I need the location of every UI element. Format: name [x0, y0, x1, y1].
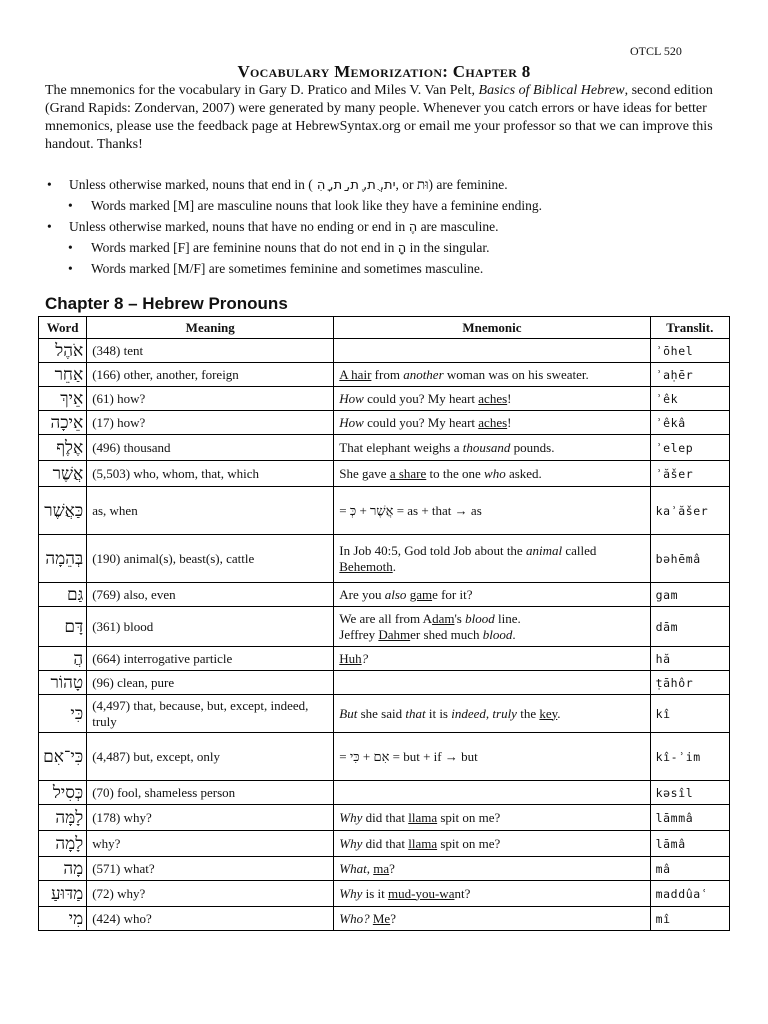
- mnemonic-segment: But: [339, 705, 358, 721]
- mnemonic-segment: e for it?: [432, 586, 473, 602]
- hebrew-word: לָמָּה: [39, 805, 87, 831]
- bullet-item: [45, 258, 735, 279]
- mnemonic-segment: ma: [373, 860, 390, 876]
- transliteration-cell: mî: [650, 907, 729, 931]
- mnemonic-segment: thousand: [462, 439, 511, 455]
- mnemonic-segment: blood: [465, 610, 495, 626]
- intro-paragraph: [45, 82, 727, 154]
- bullet-text: Words marked [M/F] are sometimes feminine and sometimes masculine.: [91, 261, 484, 276]
- bullet-dot: •: [68, 198, 73, 213]
- transliteration-cell: dām: [650, 607, 729, 647]
- mnemonic-segment: mud-you-wa: [388, 885, 455, 901]
- mnemonic-segment: Are you: [339, 586, 385, 602]
- table-header-row: [39, 317, 730, 339]
- bullet-hebrew: ֶה: [408, 220, 418, 235]
- meaning-cell: (5,503) who, whom, that, which: [87, 461, 334, 487]
- transliteration-cell: ʾăšer: [650, 461, 729, 487]
- meaning-cell: as, when: [87, 487, 334, 535]
- meaning-cell: why?: [87, 831, 334, 857]
- mnemonic-cell: [334, 831, 650, 857]
- transliteration-cell: ʾaḥēr: [650, 363, 729, 387]
- mnemonic-segment: That elephant weighs a: [339, 439, 463, 455]
- mnemonic-segment: In Job 40:5, God told Job about the: [339, 542, 526, 558]
- transliteration-cell: mâ: [650, 857, 729, 881]
- table-row: [39, 607, 730, 647]
- mnemonic-cell: [334, 387, 650, 411]
- meaning-cell: (571) what?: [87, 857, 334, 881]
- mnemonic-segment: er shed much: [410, 626, 483, 642]
- hebrew-word: אֵיכָה: [39, 411, 87, 435]
- mnemonic-segment: 's: [454, 610, 466, 626]
- meaning-cell: (178) why?: [87, 805, 334, 831]
- mnemonic-cell: [334, 461, 650, 487]
- intro-book-title: Basics of Biblical Hebrew: [478, 83, 625, 98]
- mnemonic-cell: [334, 671, 650, 695]
- page-title: Vocabulary Memorization: Chapter 8: [237, 62, 531, 81]
- hebrew-word: כַּאֲשֶׁר: [39, 487, 87, 535]
- mnemonic-segment: blood: [482, 626, 513, 642]
- mnemonic-cell: [334, 487, 650, 535]
- mnemonic-segment: pounds.: [510, 439, 555, 455]
- bullet-dot: •: [47, 177, 52, 192]
- mnemonic-segment: ,: [366, 860, 374, 876]
- meaning-cell: (4,497) that, because, but, except, indeed, truly: [87, 695, 334, 733]
- hebrew-word: מִי: [39, 907, 87, 931]
- mnemonic-segment: the: [516, 705, 540, 721]
- mnemonic-segment: ?: [361, 650, 369, 666]
- gender-rules-list: [45, 174, 735, 279]
- table-row: [39, 805, 730, 831]
- mnemonic-segment: Why: [339, 809, 363, 825]
- mnemonic-segment: could you? My heart: [363, 390, 479, 406]
- hebrew-word: דָּם: [39, 607, 87, 647]
- mnemonic-segment: She gave: [339, 465, 390, 481]
- bullet-text: Unless otherwise marked, nouns that end in (: [69, 177, 313, 192]
- mnemonic-segment: llama: [408, 809, 438, 825]
- transliteration-cell: maddûaʿ: [650, 881, 729, 907]
- mnemonic-segment: Behemoth: [339, 558, 393, 574]
- transliteration-cell: lāmâ: [650, 831, 729, 857]
- bullet-dot: •: [68, 240, 73, 255]
- mnemonic-cell: [334, 435, 650, 461]
- table-row: [39, 733, 730, 781]
- table-row: [39, 461, 730, 487]
- mnemonic-segment: key: [539, 705, 558, 721]
- table-row: [39, 411, 730, 435]
- hebrew-word: הֲ: [39, 647, 87, 671]
- transliteration-cell: ṭāhôr: [650, 671, 729, 695]
- column-header-meaning: Meaning: [87, 317, 334, 339]
- hebrew-word: אֵיךְ: [39, 387, 87, 411]
- mnemonic-segment: How: [339, 414, 364, 430]
- transliteration-cell: ʾōhel: [650, 339, 729, 363]
- table-row: [39, 671, 730, 695]
- table-row: [39, 339, 730, 363]
- meaning-cell: (72) why?: [87, 881, 334, 907]
- mnemonic-segment: llama: [408, 835, 438, 851]
- table-row: [39, 435, 730, 461]
- mnemonic-segment: to the one: [426, 465, 485, 481]
- mnemonic-segment: did that: [362, 809, 409, 825]
- mnemonic-segment: Who?: [339, 910, 370, 926]
- table-row: [39, 695, 730, 733]
- bullet-text-end: in the singular.: [406, 240, 490, 255]
- table-row: [39, 647, 730, 671]
- mnemonic-segment: who: [484, 465, 506, 481]
- mnemonic-segment: called: [562, 542, 597, 558]
- section-title: Chapter 8 – Hebrew Pronouns: [45, 294, 288, 313]
- meaning-cell: (61) how?: [87, 387, 334, 411]
- column-header-word: Word: [39, 317, 87, 339]
- mnemonic-segment: gam: [409, 586, 433, 602]
- bullet-item: [45, 237, 735, 258]
- mnemonic-cell: [334, 733, 650, 781]
- meaning-cell: (96) clean, pure: [87, 671, 334, 695]
- mnemonic-segment: aches: [478, 390, 508, 406]
- mnemonic-segment: a share: [389, 465, 427, 481]
- table-row: [39, 781, 730, 805]
- course-code: OTCL 520: [630, 44, 682, 58]
- mnemonic-segment: ?: [390, 910, 396, 926]
- transliteration-cell: kî-ʾim: [650, 733, 729, 781]
- mnemonic-segment: What: [339, 860, 367, 876]
- hebrew-word: אֶלֶף: [39, 435, 87, 461]
- hebrew-word: כִּי־אִם: [39, 733, 87, 781]
- bullet-text: Words marked [M] are masculine nouns that look like they have a feminine ending.: [91, 198, 543, 213]
- table-row: [39, 583, 730, 607]
- table-row: [39, 535, 730, 583]
- transliteration-cell: ʾêk: [650, 387, 729, 411]
- hebrew-word: אֲשֶׁר: [39, 461, 87, 487]
- bullet-dot: •: [68, 261, 73, 276]
- mnemonic-segment: dam: [432, 610, 455, 626]
- mnemonic-segment: she said: [357, 705, 406, 721]
- table-row: [39, 363, 730, 387]
- mnemonic-cell: [334, 583, 650, 607]
- mnemonic-segment: animal: [525, 542, 563, 558]
- table-row: [39, 907, 730, 931]
- table-row: [39, 387, 730, 411]
- table-row: [39, 831, 730, 857]
- mnemonic-cell: [334, 411, 650, 435]
- mnemonic-segment: .: [392, 558, 396, 574]
- bullet-hebrew: ִית, ֻת, ֶת, ַת, ָה: [312, 178, 396, 193]
- bullet-text: Unless otherwise marked, nouns that have no ending or end in: [69, 219, 409, 234]
- mnemonic-segment: We are all from A: [339, 610, 433, 626]
- mnemonic-segment: ?: [389, 860, 395, 876]
- mnemonic-cell: [334, 647, 650, 671]
- transliteration-cell: hă: [650, 647, 729, 671]
- meaning-cell: (4,487) but, except, only: [87, 733, 334, 781]
- transliteration-cell: lāmmâ: [650, 805, 729, 831]
- mnemonic-segment: spit on me?: [437, 835, 501, 851]
- transliteration-cell: kəsîl: [650, 781, 729, 805]
- mnemonic-segment: woman was on his sweater.: [443, 366, 589, 382]
- meaning-cell: (166) other, another, foreign: [87, 363, 334, 387]
- mnemonic-cell: [334, 907, 650, 931]
- mnemonic-segment: !: [507, 414, 512, 430]
- mnemonic-segment: Why: [339, 885, 363, 901]
- transliteration-cell: gam: [650, 583, 729, 607]
- mnemonic-segment: .: [512, 626, 516, 642]
- mnemonic-cell: [334, 881, 650, 907]
- bullet-text-end: , or וּת) are feminine.: [395, 177, 508, 192]
- transliteration-cell: ʾelep: [650, 435, 729, 461]
- hebrew-word: טָהוֹר: [39, 671, 87, 695]
- mnemonic-segment: = אֲשֶׁר + כְּ = as + that → as: [339, 502, 482, 518]
- mnemonic-segment: Jeffrey: [339, 626, 379, 642]
- mnemonic-segment: !: [507, 390, 512, 406]
- mnemonic-segment: = אִם + כִּי = but + if → but: [339, 748, 478, 764]
- bullet-text: Words marked [F] are feminine nouns that do not end in: [91, 240, 398, 255]
- bullet-item: [45, 195, 735, 216]
- table-row: [39, 487, 730, 535]
- mnemonic-segment: .: [557, 705, 561, 721]
- table-body: [39, 339, 730, 931]
- mnemonic-cell: [334, 363, 650, 387]
- mnemonic-segment: that: [405, 705, 426, 721]
- hebrew-word: בְּהֵמָה: [39, 535, 87, 583]
- column-header-mnemonic: Mnemonic: [334, 317, 650, 339]
- transliteration-cell: ʾêkâ: [650, 411, 729, 435]
- meaning-cell: (17) how?: [87, 411, 334, 435]
- mnemonic-segment: Huh: [339, 650, 362, 666]
- mnemonic-segment: did that: [362, 835, 409, 851]
- mnemonic-cell: [334, 535, 650, 583]
- mnemonic-segment: is it: [362, 885, 389, 901]
- mnemonic-cell: [334, 695, 650, 733]
- mnemonic-segment: How: [339, 390, 364, 406]
- intro-text-a: The mnemonics for the vocabulary in Gary D. Pratico and Miles V. Van Pelt,: [45, 83, 479, 98]
- mnemonic-segment: nt?: [454, 885, 471, 901]
- meaning-cell: (664) interrogative particle: [87, 647, 334, 671]
- mnemonic-cell: [334, 339, 650, 363]
- mnemonic-cell: [334, 805, 650, 831]
- hebrew-word: כִּי: [39, 695, 87, 733]
- mnemonic-segment: line.: [494, 610, 521, 626]
- transliteration-cell: kî: [650, 695, 729, 733]
- hebrew-word: מָה: [39, 857, 87, 881]
- mnemonic-segment: could you? My heart: [363, 414, 479, 430]
- hebrew-word: אַחֵר: [39, 363, 87, 387]
- meaning-cell: (769) also, even: [87, 583, 334, 607]
- intro-text-b: , second edition (Grand Rapids: Zondervan, 2007) were generated by many people. Whenever you catch errors or have ideas for better mnemonics, please use the feedback page at HebrewSyntax.org or email me your professor so that we can improve this handout. Thanks!: [45, 83, 713, 152]
- mnemonic-segment: another: [403, 366, 444, 382]
- hebrew-word: כְּסִיל: [39, 781, 87, 805]
- mnemonic-segment: from: [371, 366, 404, 382]
- bullet-dot: •: [47, 219, 52, 234]
- mnemonic-segment: Why: [339, 835, 363, 851]
- mnemonic-segment: A hair: [339, 366, 372, 382]
- mnemonic-cell: [334, 781, 650, 805]
- mnemonic-segment: Dahm: [378, 626, 411, 642]
- bullet-item: [45, 174, 735, 195]
- bullet-text-end: are masculine.: [417, 219, 499, 234]
- meaning-cell: (70) fool, shameless person: [87, 781, 334, 805]
- meaning-cell: (424) who?: [87, 907, 334, 931]
- meaning-cell: (190) animal(s), beast(s), cattle: [87, 535, 334, 583]
- table-row: [39, 881, 730, 907]
- mnemonic-segment: aches: [478, 414, 508, 430]
- vocabulary-table: [38, 316, 730, 931]
- hebrew-word: אֹהֶל: [39, 339, 87, 363]
- mnemonic-segment: asked.: [505, 465, 542, 481]
- hebrew-word: גַּם: [39, 583, 87, 607]
- mnemonic-segment: Me: [372, 910, 391, 926]
- column-header-translit: Translit.: [650, 317, 729, 339]
- meaning-cell: (348) tent: [87, 339, 334, 363]
- bullet-hebrew: ָה: [397, 241, 407, 256]
- transliteration-cell: bəhēmâ: [650, 535, 729, 583]
- hebrew-word: לָמָה: [39, 831, 87, 857]
- mnemonic-cell: [334, 607, 650, 647]
- bullet-item: [45, 216, 735, 237]
- mnemonic-segment: it is: [425, 705, 452, 721]
- meaning-cell: (361) blood: [87, 607, 334, 647]
- mnemonic-cell: [334, 857, 650, 881]
- mnemonic-segment: spit on me?: [437, 809, 501, 825]
- mnemonic-segment: indeed, truly: [451, 705, 517, 721]
- table-row: [39, 857, 730, 881]
- meaning-cell: (496) thousand: [87, 435, 334, 461]
- transliteration-cell: kaʾăšer: [650, 487, 729, 535]
- mnemonic-segment: also: [384, 586, 407, 602]
- hebrew-word: מַדּוּעַ: [39, 881, 87, 907]
